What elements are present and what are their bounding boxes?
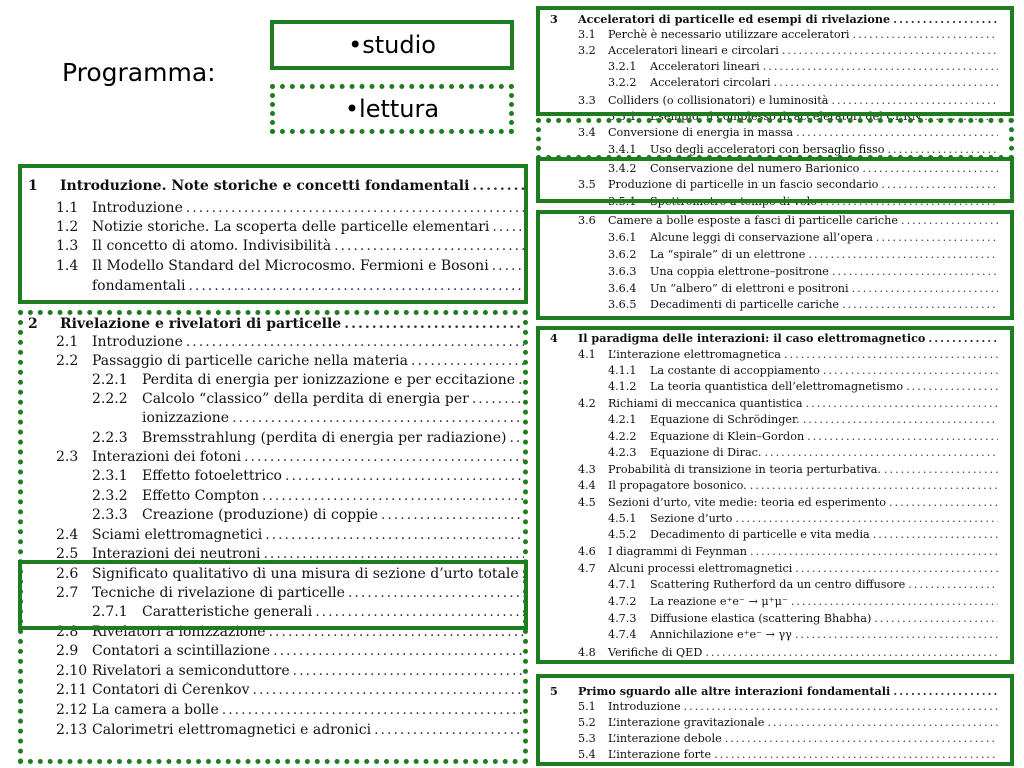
toc-label: Decadimento di particelle e vita media: [650, 528, 870, 541]
toc-label: L’interazione elettromagnetica: [608, 348, 781, 361]
toc-label: Introduzione: [92, 200, 183, 216]
toc-number: 2: [28, 316, 38, 332]
toc-number: 4: [550, 331, 558, 345]
toc-number: 4.1: [578, 348, 596, 361]
toc-number: 3.5: [578, 178, 596, 191]
toc-label: Contatori di Čerenkov: [92, 682, 250, 698]
toc-label: Calcolo “classico” della perdita di energia per: [142, 391, 469, 407]
toc-number: 2.2.1: [92, 372, 128, 388]
toc-label: Il concetto di atomo. Indivisibilità: [92, 238, 332, 254]
toc-label: Il propagatore bosonico.: [608, 479, 747, 492]
toc-number: 1.2: [56, 219, 79, 235]
toc-number: 1.3: [56, 238, 79, 254]
toc-number: 5.3: [578, 732, 596, 745]
toc-number: 2.10: [56, 663, 88, 679]
toc-label: La teoria quantistica dell’elettromagnetismo: [650, 380, 904, 393]
toc-number: 5.4: [578, 748, 596, 761]
legend-studio: [270, 20, 514, 70]
toc-label: Conservazione del numero Barionico: [650, 162, 860, 175]
toc-number: 2.11: [56, 682, 88, 698]
toc-number: 3.6.2: [608, 248, 637, 261]
toc-label: La “spirale” di un elettrone: [650, 248, 806, 261]
toc-number: 2.12: [56, 702, 88, 718]
toc-number: 2.7.1: [92, 604, 128, 620]
toc-label: Effetto Compton: [142, 488, 260, 504]
toc-number: 2.3.3: [92, 507, 128, 523]
toc-label: Sezione d’urto: [650, 512, 733, 525]
toc-number: 4.7.3: [608, 612, 637, 625]
toc-number: 4.8: [578, 646, 596, 659]
reading-frame-ch2: [18, 310, 528, 764]
toc-label: Interazioni dei fotoni: [92, 449, 242, 465]
study-frame-3-3-2: [536, 6, 1014, 116]
toc-label: Significato qualitativo di una misura di sezione d’urto totale: [92, 566, 519, 582]
toc-number: 2.8: [56, 624, 79, 640]
toc-label: La reazione e⁺e⁻ → μ⁺μ⁻: [650, 595, 788, 608]
toc-label: Acceleratori di particelle ed esempi di rivelazione: [578, 12, 891, 26]
legend-lettura: [270, 84, 514, 134]
toc-label: Perchè è necessario utilizzare acceleratori: [608, 28, 850, 41]
toc-number: 3.6.1: [608, 231, 637, 244]
study-frame-2-6-2-7: [18, 560, 528, 630]
toc-number: 2.3.2: [92, 488, 128, 504]
toc-number: 3.2.1: [608, 60, 637, 73]
toc-label: Acceleratori lineari e circolari: [608, 44, 779, 57]
study-frame-3-6: [536, 210, 1014, 320]
toc-number: 4.3: [578, 463, 596, 476]
toc-label: Un “albero” di elettroni e positroni: [650, 282, 849, 295]
toc-number: 2.9: [56, 643, 79, 659]
toc-number: 4.7.2: [608, 595, 637, 608]
toc-number: 5.1: [578, 700, 596, 713]
study-frame-ch1: [18, 164, 528, 304]
toc-label: Passaggio di particelle cariche nella materia: [92, 353, 408, 369]
toc-number: 3.4: [578, 126, 596, 139]
toc-number: 4.4: [578, 479, 596, 492]
toc-number: 3.4.2: [608, 162, 637, 175]
toc-number: 3: [550, 12, 558, 26]
toc-label: Alcune leggi di conservazione all’opera: [650, 231, 873, 244]
toc-number: 2.7: [56, 585, 79, 601]
toc-label: Caratteristiche generali: [142, 604, 313, 620]
toc-label: Effetto fotoelettrico: [142, 468, 282, 484]
toc-number: 3.2: [578, 44, 596, 57]
toc-number: 4.2.2: [608, 430, 637, 443]
toc-label: Il Modello Standard del Microcosmo. Fermioni e Bosoni: [92, 258, 489, 274]
toc-label: La costante di accoppiamento: [650, 364, 820, 377]
toc-label: Annichilazione e⁺e⁻ → γγ: [650, 628, 792, 641]
toc-label: Diffusione elastica (scattering Bhabha): [650, 612, 872, 625]
toc-label: L’interazione debole: [608, 732, 722, 745]
toc-label: Una coppia elettrone–positrone: [650, 265, 829, 278]
toc-number: 4.5: [578, 496, 596, 509]
toc-label: Esempio: il complesso di acceleratori del CERN: [650, 110, 922, 123]
toc-label: Rivelatori a ionizzazione: [92, 624, 266, 640]
toc-label: L’interazione forte: [608, 748, 712, 761]
toc-label: Probabilità di transizione in teoria perturbativa.: [608, 463, 881, 476]
toc-label: Introduzione: [608, 700, 681, 713]
legend-studio-label: •studio: [348, 31, 436, 59]
study-frame-ch4: [536, 326, 1014, 664]
toc-label: Spettrometro a tempo di volo: [650, 195, 817, 208]
toc-number: 5.2: [578, 716, 596, 729]
toc-number: 4.7.1: [608, 578, 637, 591]
toc-number: 4.2.1: [608, 413, 637, 426]
study-frame-3-4-2-3-5: [536, 157, 1014, 203]
toc-label: Introduzione: [92, 334, 183, 350]
toc-label: Acceleratori lineari: [650, 60, 760, 73]
toc-label: Decadimenti di particelle cariche: [650, 298, 840, 311]
toc-number: 2.6: [56, 566, 79, 582]
toc-number: 3.2.2: [608, 76, 637, 89]
toc-number: 1: [28, 178, 38, 194]
toc-label: Conversione di energia in massa: [608, 126, 794, 139]
toc-label: Sezioni d’urto, vite medie: teoria ed esperimento: [608, 496, 887, 509]
toc-number: 3.3.1: [608, 110, 637, 123]
toc-label: Camere a bolle esposte a fasci di particelle cariche: [608, 214, 899, 227]
toc-number: 4.6: [578, 545, 596, 558]
toc-label: I diagrammi di Feynman: [608, 545, 747, 558]
toc-number: 3.5.1: [608, 195, 637, 208]
page-title: Programma:: [62, 58, 216, 87]
toc-label: Introduzione. Note storiche e concetti fondamentali: [60, 178, 470, 194]
toc-number: 5: [550, 684, 558, 698]
toc-label: Calorimetri elettromagnetici e adronici: [92, 722, 372, 738]
toc-number: 2.13: [56, 722, 88, 738]
toc-number: 2.5: [56, 546, 79, 562]
toc-label: Richiami di meccanica quantistica: [608, 397, 803, 410]
toc-label: Produzione di particelle in un fascio secondario: [608, 178, 879, 191]
toc-number: 2.1: [56, 334, 79, 350]
toc-number: 2.2: [56, 353, 79, 369]
toc-number: 4.2: [578, 397, 596, 410]
toc-number: 4.1.1: [608, 364, 637, 377]
toc-label: Verifiche di QED: [608, 646, 703, 659]
toc-number: 2.2.3: [92, 430, 128, 446]
toc-label: Equazione di Klein–Gordon: [650, 430, 805, 443]
toc-number: 3.4.1: [608, 143, 637, 156]
toc-number: 2.3: [56, 449, 79, 465]
toc-label: Rivelazione e rivelatori di particelle: [60, 316, 342, 332]
toc-number: 2.4: [56, 527, 79, 543]
toc-label: Colliders (o collisionatori) e luminosità: [608, 94, 829, 107]
toc-label: ionizzazione: [142, 410, 230, 426]
toc-number: 4.2.3: [608, 446, 637, 459]
toc-number: 3.3: [578, 94, 596, 107]
toc-label: Scattering Rutherford da un centro diffusore: [650, 578, 906, 591]
toc-number: 4.5.1: [608, 512, 637, 525]
toc-number: 3.6.3: [608, 265, 637, 278]
toc-number: 3.6: [578, 214, 596, 227]
toc-number: 2.2.2: [92, 391, 128, 407]
toc-label: Rivelatori a semiconduttore: [92, 663, 290, 679]
toc-label: Sciami elettromagnetici: [92, 527, 263, 543]
toc-label: Contatori a scintillazione: [92, 643, 271, 659]
toc-label: Alcuni processi elettromagnetici: [608, 562, 793, 575]
toc-label: L’interazione gravitazionale: [608, 716, 765, 729]
toc-label: Creazione (produzione) di coppie: [142, 507, 378, 523]
toc-number: 4.7: [578, 562, 596, 575]
toc-label: Equazione di Schrödinger.: [650, 413, 800, 426]
toc-label: Il paradigma delle interazioni: il caso elettromagnetico: [578, 331, 926, 345]
study-frame-ch5: [536, 674, 1014, 766]
toc-label: La camera a bolle: [92, 702, 219, 718]
toc-label: Bremsstrahlung (perdita di energia per radiazione): [142, 430, 507, 446]
toc-number: 3.1: [578, 28, 596, 41]
toc-label: Perdita di energia per ionizzazione e per eccitazione: [142, 372, 516, 388]
toc-label: fondamentali: [92, 278, 186, 294]
toc-number: 4.7.4: [608, 628, 637, 641]
toc-label: Tecniche di rivelazione di particelle: [92, 585, 345, 601]
toc-label: Interazioni dei neutroni: [92, 546, 261, 562]
toc-label: Acceleratori circolari: [650, 76, 771, 89]
toc-label: Uso degli acceleratori con bersaglio fisso: [650, 143, 885, 156]
toc-number: 2.3.1: [92, 468, 128, 484]
toc-number: 1.4: [56, 258, 79, 274]
toc-label: Notizie storiche. La scoperta delle particelle elementari: [92, 219, 490, 235]
toc-label: Equazione di Dirac.: [650, 446, 762, 459]
toc-label: Primo sguardo alle altre interazioni fondamentali: [578, 684, 891, 698]
toc-number: 1.1: [56, 200, 79, 216]
toc-number: 3.6.5: [608, 298, 637, 311]
toc-number: 4.5.2: [608, 528, 637, 541]
legend-lettura-label: •lettura: [344, 95, 440, 123]
reading-frame-3-3-3-4: [536, 118, 1014, 160]
toc-number: 3.6.4: [608, 282, 637, 295]
toc-number: 4.1.2: [608, 380, 637, 393]
